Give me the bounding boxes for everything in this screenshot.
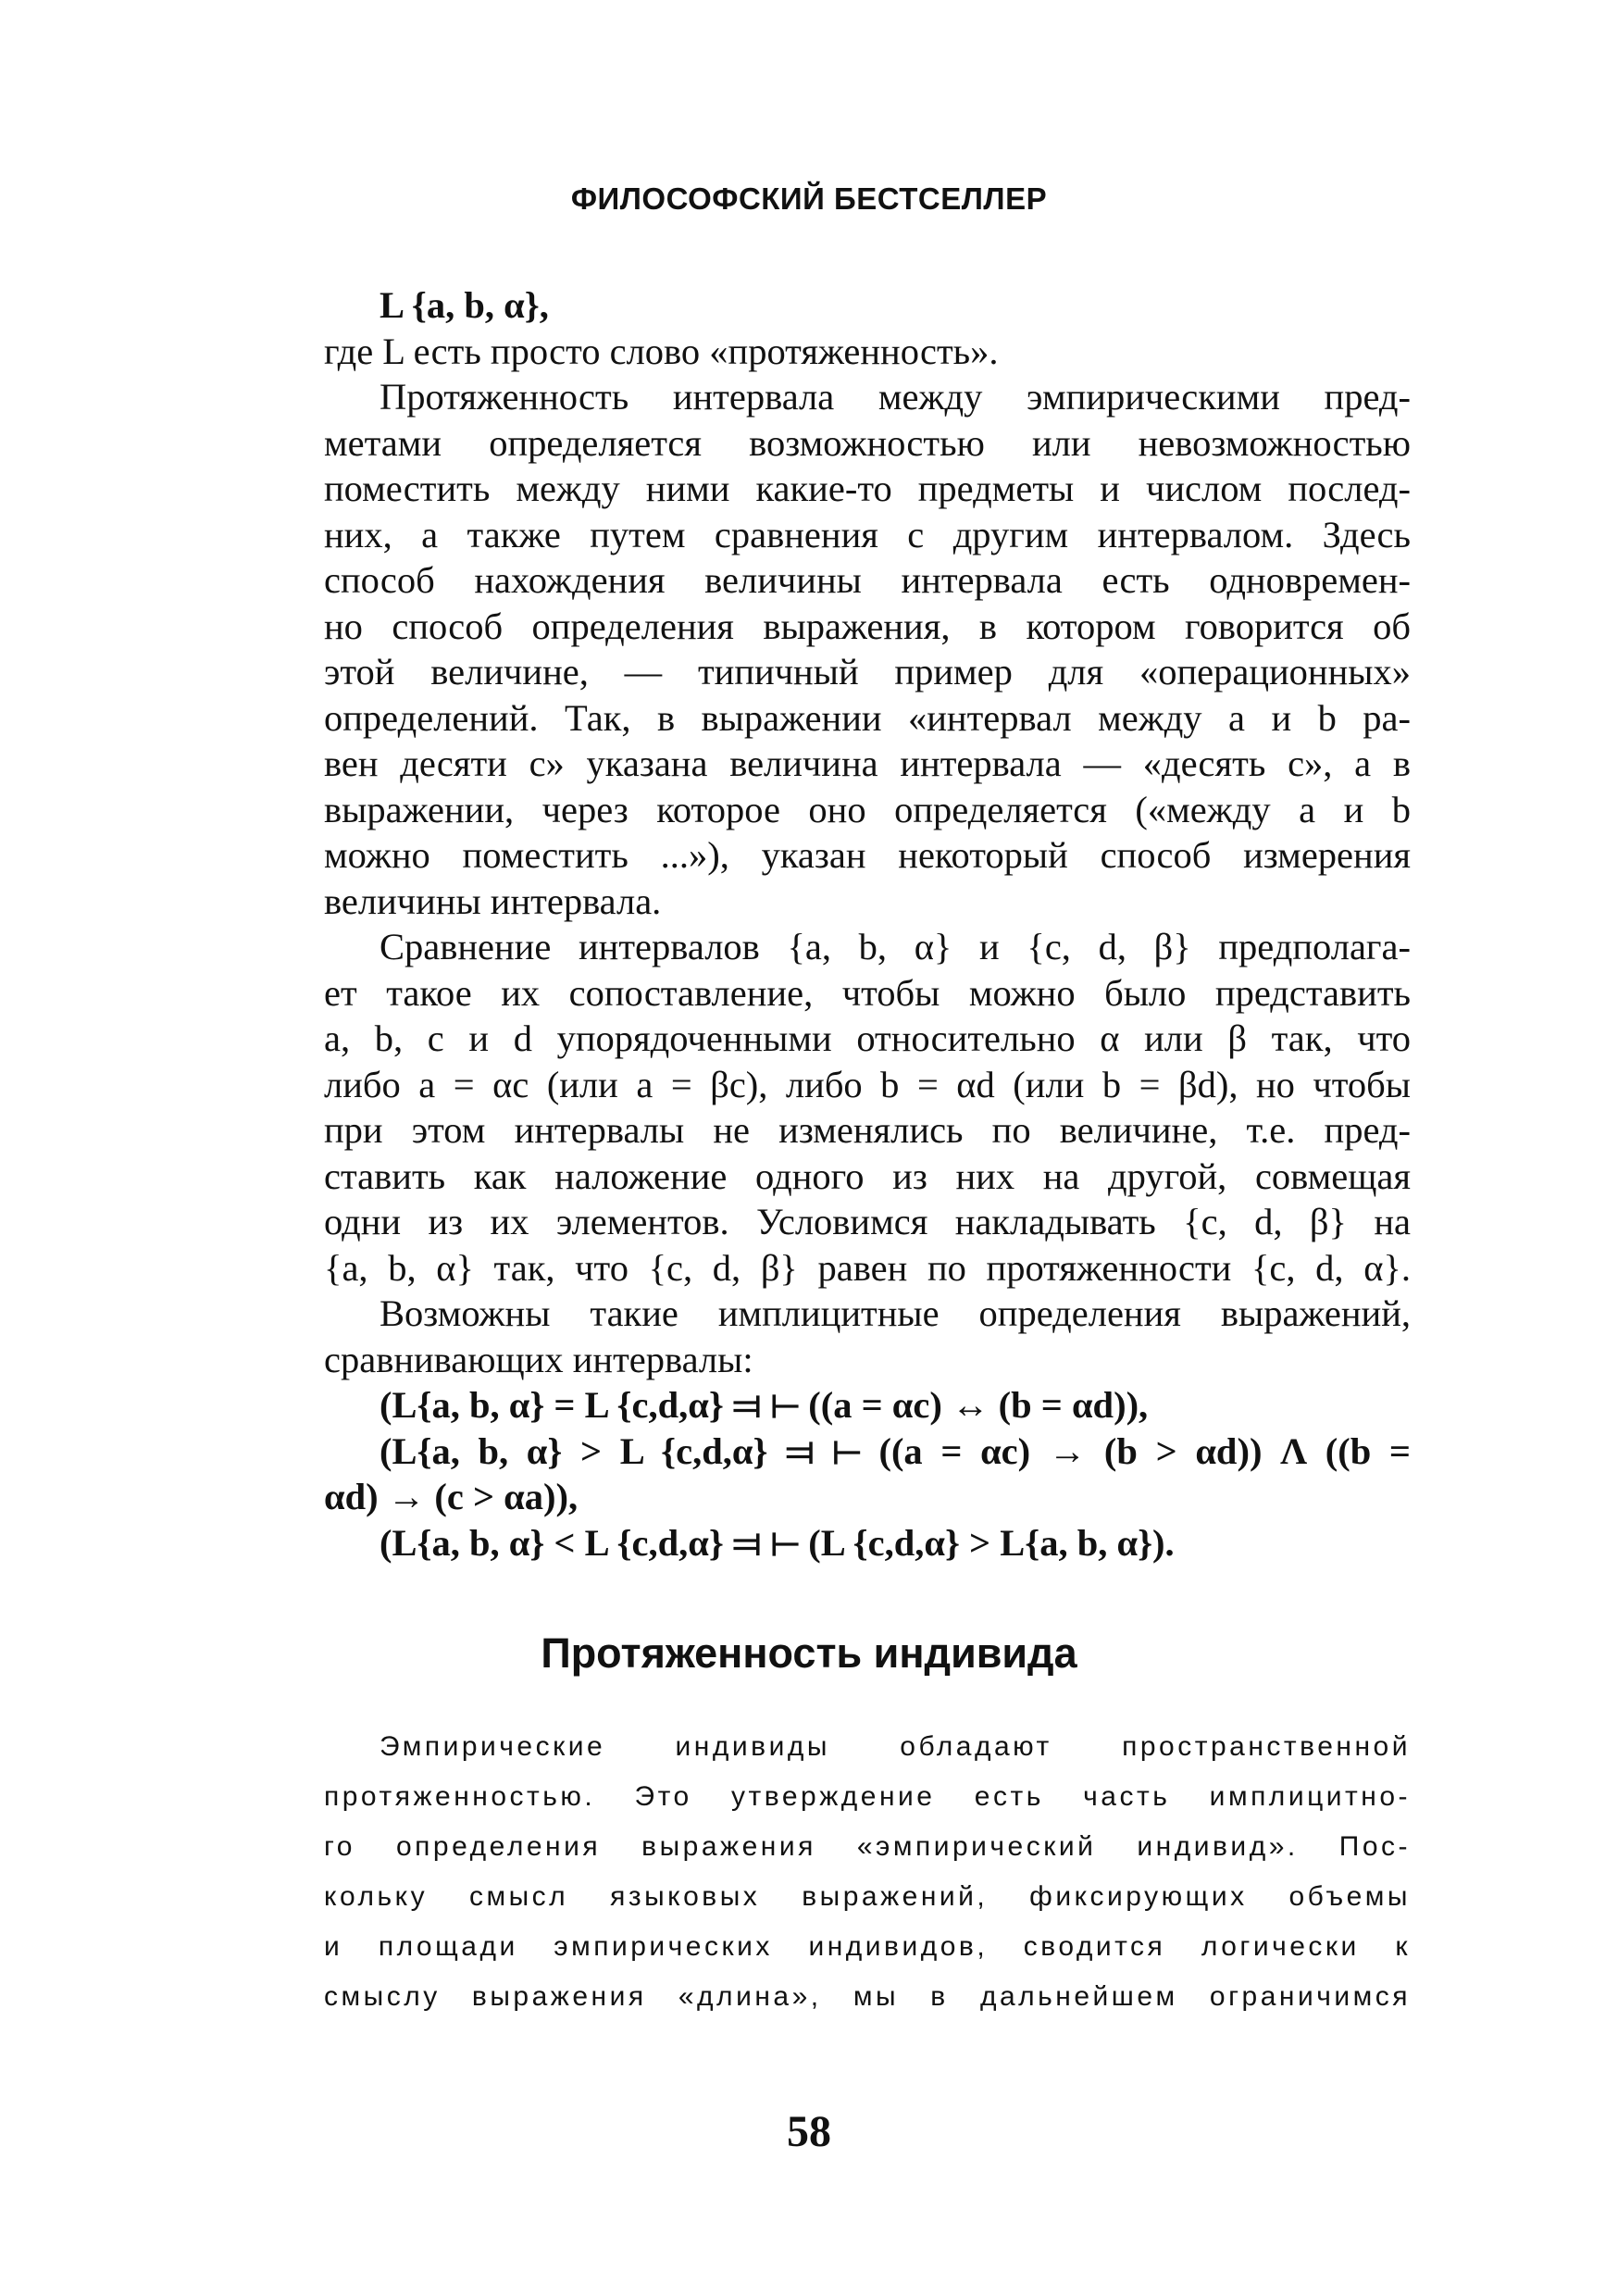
text-line: них, а также путем сравнения с другим интервалом. Здесь (324, 513, 1411, 555)
text-line: величины интервала. (324, 880, 662, 922)
text-line: этой величине, — типичный пример для «операционных» (324, 651, 1411, 693)
text-line: либо a = αc (или a = βc), либо b = αd (или b = βd), но чтобы (324, 1063, 1411, 1105)
text-line: Протяженность интервала между эмпирическими пред- (380, 376, 1411, 418)
section-title: Протяженность индивида (541, 1629, 1077, 1677)
text-line: a, b, c и d упорядоченными относительно α или β так, что (324, 1017, 1411, 1059)
formula-line: L {a, b, α}, (380, 284, 549, 326)
text-line: Эмпирические индивиды обладают пространственной (380, 1731, 1411, 1762)
running-head: ФИЛОСОФСКИЙ БЕСТСЕЛЛЕР (570, 181, 1048, 216)
text-line: протяженностью. Это утверждение есть часть имплицитно- (324, 1781, 1411, 1812)
text-line: поместить между ними какие-то предметы и числом послед- (324, 468, 1411, 509)
page-number: 58 (787, 2107, 831, 2156)
text-line: го определения выражения «эмпирический индивид». Пос- (324, 1831, 1411, 1862)
text-line: смыслу выражения «длина», мы в дальнейшем ограничимся (324, 1981, 1411, 2012)
text-line: Возможны такие имплицитные определения выражений, (380, 1292, 1411, 1334)
text-line: {a, b, α} так, что {c, d, β} равен по протяженности {c, d, α}. (324, 1246, 1411, 1289)
text-line: ет такое их сопоставление, чтобы можно было представить (324, 971, 1411, 1014)
formula-line: αd) → (c > αa)), (324, 1476, 579, 1517)
text-line: ставить как наложение одного из них на другой, совмещая (324, 1154, 1411, 1197)
text-line: метами определяется возможностью или невозможностью (324, 421, 1411, 464)
formula-line: (L{a, b, α} = L {c,d,α} ⫤ ⊢ ((a = αc) ↔ (b = αd)), (380, 1384, 1149, 1426)
main-text (324, 282, 1411, 1566)
text-line: сравнивающих интервалы: (324, 1338, 753, 1380)
text-line: где L есть просто слово «протяженность». (324, 330, 999, 372)
text-line: при этом интервалы не изменялись по величине, т.е. пред- (324, 1109, 1411, 1151)
text-line: и площади эмпирических индивидов, сводится логически к (324, 1931, 1411, 1962)
text-line: но способ определения выражения, в котором говорится об (324, 605, 1411, 647)
text-line: определений. Так, в выражении «интервал между a и b ра- (324, 696, 1411, 739)
text-line: способ нахождения величины интервала есть одновремен- (324, 559, 1411, 601)
text-line: выражении, через которое оно определяется («между a и b (324, 788, 1411, 830)
formula-line: (L{a, b, α} > L {c,d,α} ⫤ ⊢ ((a = αc) → (b > αd)) Λ ((b = (380, 1429, 1411, 1472)
text-line: можно поместить ...»), указан некоторый способ измерения (324, 834, 1411, 876)
formula-line: (L{a, b, α} < L {c,d,α} ⫤ ⊢ (L {c,d,α} > L{a, b, α}). (380, 1521, 1175, 1564)
section-text (324, 1722, 1411, 2022)
text-line: вен десяти c» указана величина интервала — «десять c», а в (324, 742, 1411, 784)
text-line: одни из их элементов. Условимся накладывать {c, d, β} на (324, 1201, 1411, 1242)
text-line: Сравнение интервалов {a, b, α} и {c, d, β} предполага- (380, 926, 1411, 967)
text-line: кольку смысл языковых выражений, фиксирующих объемы (324, 1881, 1411, 1912)
